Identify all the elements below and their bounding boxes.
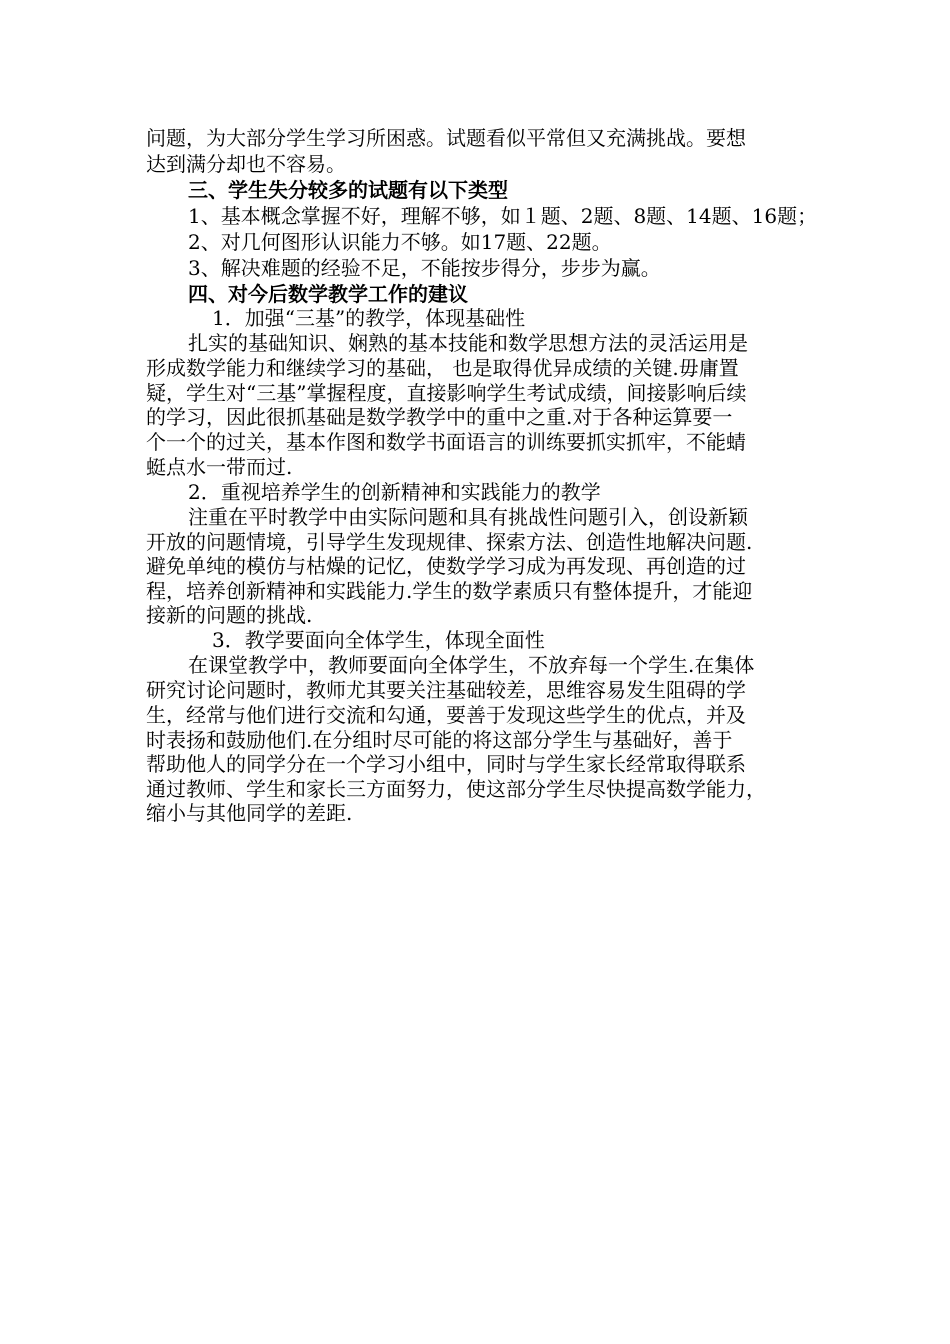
- list-item: 2、对几何图形认识能力不够。如17题、22题。: [188, 230, 612, 254]
- paragraph-line: 开放的问题情境，引导学生发现规律、探索方法、创造性地解决问题.: [146, 530, 753, 554]
- subsection-heading: 3．教学要面向全体学生，体现全面性: [212, 628, 545, 652]
- paragraph-line: 接新的问题的挑战.: [146, 603, 313, 627]
- paragraph-line: 在课堂教学中，教师要面向全体学生，不放弃每一个学生.在集体: [188, 653, 755, 677]
- list-item: 3、解决难题的经验不足，不能按步得分，步步为赢。: [188, 256, 661, 280]
- subsection-heading: 2．重视培养学生的创新精神和实践能力的教学: [188, 480, 601, 504]
- paragraph-line: 缩小与其他同学的差距.: [146, 801, 353, 825]
- subsection-heading: 1．加强“三基”的教学，体现基础性: [212, 306, 526, 330]
- list-item: 1、基本概念掌握不好，理解不够，如１题、2题、8题、14题、16题；: [188, 204, 818, 228]
- section-heading-3: 三、学生失分较多的试题有以下类型: [188, 178, 508, 202]
- paragraph-line: 研究讨论问题时，教师尤其要关注基础较差，思维容易发生阻碍的学: [146, 678, 746, 702]
- paragraph-line: 的学习，因此很抓基础是数学教学中的重中之重.对于各种运算要一: [146, 405, 733, 429]
- paragraph-line: 疑，学生对“三基”掌握程度，直接影响学生考试成绩，间接影响后续: [146, 381, 747, 405]
- paragraph-line: 扎实的基础知识、娴熟的基本技能和数学思想方法的灵活运用是: [188, 331, 748, 355]
- paragraph-line: 帮助他人的同学分在一个学习小组中，同时与学生家长经常取得联系: [146, 752, 746, 776]
- paragraph-line: 问题，为大部分学生学习所困惑。试题看似平常但又充满挑战。要想: [146, 126, 746, 150]
- section-heading-4: 四、对今后数学教学工作的建议: [188, 282, 468, 306]
- paragraph-line: 生，经常与他们进行交流和勾通，要善于发现这些学生的优点，并及: [146, 703, 746, 727]
- paragraph-line: 注重在平时教学中由实际问题和具有挑战性问题引入，创设新颖: [188, 505, 748, 529]
- paragraph-line: 达到满分却也不容易。: [146, 152, 346, 176]
- paragraph-line: 个一个的过关，基本作图和数学书面语言的训练要抓实抓牢，不能蜻: [146, 430, 746, 454]
- paragraph-line: 程，培养创新精神和实践能力.学生的数学素质只有整体提升，才能迎: [146, 579, 753, 603]
- paragraph-line: 时表扬和鼓励他们.在分组时尽可能的将这部分学生与基础好，善于: [146, 728, 733, 752]
- paragraph-line: 通过教师、学生和家长三方面努力，使这部分学生尽快提高数学能力，: [146, 777, 766, 801]
- paragraph-line: 避免单纯的模仿与枯燥的记忆，使数学学习成为再发现、再创造的过: [146, 554, 746, 578]
- paragraph-line: 形成数学能力和继续学习的基础， 也是取得优异成绩的关键.毋庸置: [146, 356, 739, 380]
- paragraph-line: 蜓点水一带而过.: [146, 455, 293, 479]
